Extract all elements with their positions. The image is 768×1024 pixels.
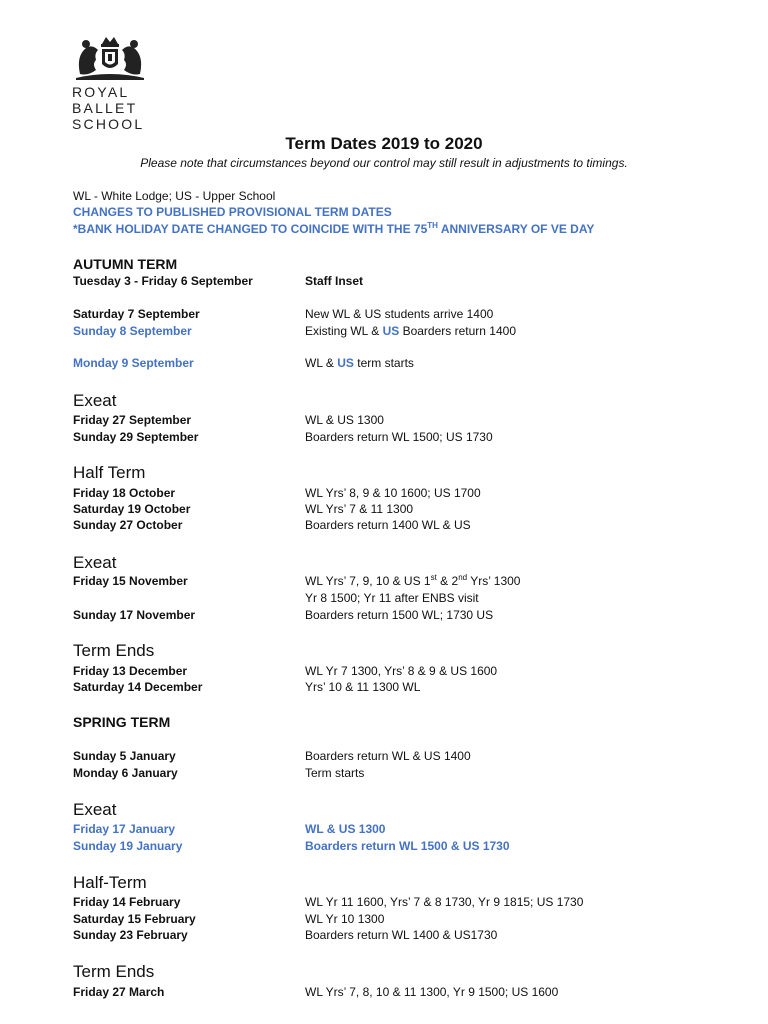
exeat-heading: Exeat <box>73 800 117 819</box>
crest-icon <box>72 34 148 80</box>
exeat-heading: Exeat <box>73 391 117 410</box>
spring-term-heading: SPRING TERM <box>73 714 171 730</box>
changes-notice: CHANGES TO PUBLISHED PROVISIONAL TERM DATES <box>73 205 392 219</box>
document-page: ROYAL BALLET SCHOOL Term Dates 2019 to 2020 Please note that circumstances beyond our control may still result in adjustments to timings. WL - White Lodge; US - Upper School CHANGES TO PUBLISHED PROVISIONAL TERM DATES *BANK HOLIDAY DATE CHANGED TO COINCIDE WITH THE 75TH ANNIVERSARY OF VE DAY AUTUMN TERM Tuesday 3 - Friday 6 September Staff Inset Saturday 7 September New WL & US students arrive 1400 Sunday 8 September Existing WL & US Boarders return 1400 Monday 9 September WL & US term starts Exeat Friday 27 September WL & US 1300 Sunday 29 September Boarders return WL 1500; US 1730 Half Term Friday 18 October WL Yrs’ 8, 9 & 10 1600; US 1700 Saturday 19 October WL Yrs’ 7 & 11 1300 Sunday 27 October Boarders return 1400 WL & US Exeat Friday 15 November WL Yrs’ 7, 9, 10 & US 1st & 2nd Yrs’ 1300 Yr 8 1500; Yr 11 after ENBS visit Sunday 17 November Boarders return 1500 WL; 1730 US Term Ends Friday 13 December WL Yr 7 1300, Yrs’ 8 & 9 & US 1600 Saturday 14 December Yrs’ 10 & 11 1300 WL SPRING TERM Sunday 5 January Boarders return WL & US 1400 Monday 6 January Term starts Exeat Friday 17 January WL & US 1300 Sunday 19 January Boarders return WL 1500 & US 1730 Half-Term Friday 14 February WL Yr 11 1600, Yrs’ 7 & 8 1730, Yr 9 1815; US 1730 Saturday 15 February WL Yr 10 1300 Sunday 23 February Boarders return WL 1400 & US1730 Term Ends Friday 27 March WL Yrs’ 7, 8, 10 & 11 1300, Yr 9 1500; US 1600 <box>0 0 768 1024</box>
autumn-term-heading: AUTUMN TERM <box>73 256 178 272</box>
document-title: Term Dates 2019 to 2020 <box>285 134 483 153</box>
abbreviation-key: WL - White Lodge; US - Upper School <box>73 189 276 203</box>
school-logo <box>72 34 152 132</box>
exeat-heading: Exeat <box>73 553 117 572</box>
logo-line-1: ROYAL <box>72 84 130 100</box>
half-term-heading: Half-Term <box>73 873 147 892</box>
disclaimer-note: Please note that circumstances beyond our control may still result in adjustments to timings. <box>140 156 628 170</box>
term-ends-heading: Term Ends <box>73 641 155 660</box>
logo-line-2: BALLET <box>72 100 138 116</box>
term-ends-heading: Term Ends <box>73 962 155 981</box>
bank-holiday-notice: *BANK HOLIDAY DATE CHANGED TO COINCIDE WITH THE 75TH ANNIVERSARY OF VE DAY <box>73 221 595 236</box>
logo-line-3: SCHOOL <box>72 116 145 132</box>
half-term-heading: Half Term <box>73 463 146 482</box>
